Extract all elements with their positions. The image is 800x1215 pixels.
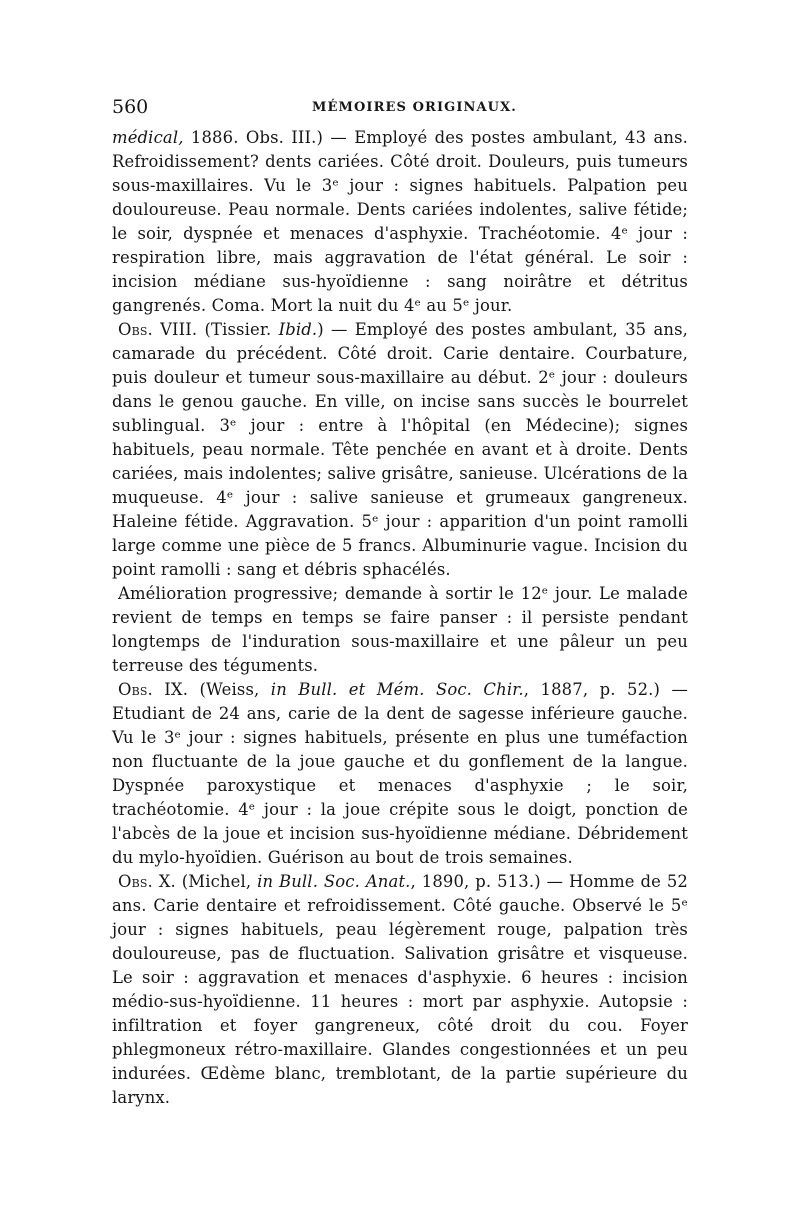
paragraph-obs-viii bbox=[112, 318, 688, 582]
obs-number: IX. (Weiss, bbox=[152, 680, 271, 699]
obs-number: VIII. (Tissier. bbox=[152, 320, 279, 339]
obs-label: Obs. bbox=[118, 680, 153, 699]
paragraph-obs-viii-continued bbox=[112, 582, 688, 678]
obs-number: X. (Michel, bbox=[152, 872, 258, 891]
reference-italic: Ibid. bbox=[278, 320, 318, 339]
obs-label: Obs. bbox=[118, 320, 153, 339]
page-header bbox=[112, 96, 688, 124]
paragraph-text: 1886. Obs. III.) — Employé des postes ambulant, 43 ans. Refroidissement? dents cariées. Côté droit. Douleurs, puis tumeurs sous-maxillaires. Vu le 3ᵉ jour : signes habituels. Palpation peu douloureuse. Peau normale. Dents cariées indolentes, salive fétide; le soir, dyspnée et menaces d'asphyxie. Trachéotomie. 4ᵉ jour : respiration libre, mais aggravation de l'état général. Le soir : incision médiane sus-hyoïdienne : sang noirâtre et détritus gangrenés. Coma. Mort la nuit du 4ᵉ au 5ᵉ jour. bbox=[112, 128, 688, 315]
paragraph-text: ) — Employé des postes ambulant, 35 ans, camarade du précédent. Côté droit. Carie dentaire. Courbature, puis douleur et tumeur sous-maxillaire au début. 2ᵉ jour : douleurs dans le genou gauche. En ville, on incise sans succès le bourrelet sublingual. 3ᵉ jour : entre à l'hôpital (en Médecine); signes habituels, peau normale. Tête penchée en avant et à droite. Dents cariées, mais indolentes; salive grisâtre, sanieuse. Ulcérations de la muqueuse. 4ᵉ jour : salive sanieuse et grumeaux gangreneux. Haleine fétide. Aggravation. 5ᵉ jour : apparition d'un point ramolli large comme une pièce de 5 francs. Albuminurie vague. Incision du point ramolli : sang et débris sphacélés. bbox=[112, 320, 688, 579]
body-text bbox=[112, 126, 688, 1110]
obs-label: Obs. bbox=[118, 872, 153, 891]
reference-italic: in Bull. et Mém. Soc. Chir. bbox=[270, 680, 524, 699]
paragraph-text: , 1887, p. 52.) — Etudiant de 24 ans, carie de la dent de sagesse inférieure gauche. Vu le 3ᵉ jour : signes habituels, présente en plus une tuméfaction non fluctuante de la joue gauche et du gonflement de la langue. Dyspnée paroxystique et menaces d'asphyxie ; le soir, trachéotomie. 4ᵉ jour : la joue crépite sous le doigt, ponction de l'abcès de la joue et incision sus-hyoïdienne médiane. Débridement du mylo-hyoïdien. Guérison au bout de trois semaines. bbox=[112, 680, 688, 867]
paragraph-obs-x bbox=[112, 870, 688, 1110]
italic-lead: médical, bbox=[112, 128, 184, 147]
paragraph-obs-iii-end bbox=[112, 126, 688, 318]
paragraph-text: Amélioration progressive; demande à sortir le 12ᵉ jour. Le malade revient de temps en temps se faire panser : il persiste pendant longtemps de l'induration sous-maxillaire et une pâleur un peu terreuse des téguments. bbox=[112, 584, 688, 675]
page-number: 560 bbox=[112, 96, 149, 118]
book-page bbox=[112, 96, 688, 1110]
running-head: MÉMOIRES ORIGINAUX. bbox=[312, 100, 517, 115]
paragraph-obs-ix bbox=[112, 678, 688, 870]
paragraph-text: , 1890, p. 513.) — Homme de 52 ans. Carie dentaire et refroidissement. Côté gauche. Observé le 5ᵉ jour : signes habituels, peau légèrement rouge, palpation très douloureuse, pas de fluctuation. Salivation grisâtre et visqueuse. Le soir : aggravation et menaces d'asphyxie. 6 heures : incision médio-sus-hyoïdienne. 11 heures : mort par asphyxie. Autopsie : infiltration et foyer gangreneux, côté droit du cou. Foyer phlegmoneux rétro-maxillaire. Glandes congestionnées et un peu indurées. Œdème blanc, tremblotant, de la partie supérieure du larynx. bbox=[112, 872, 688, 1107]
reference-italic: in Bull. Soc. Anat. bbox=[257, 872, 411, 891]
